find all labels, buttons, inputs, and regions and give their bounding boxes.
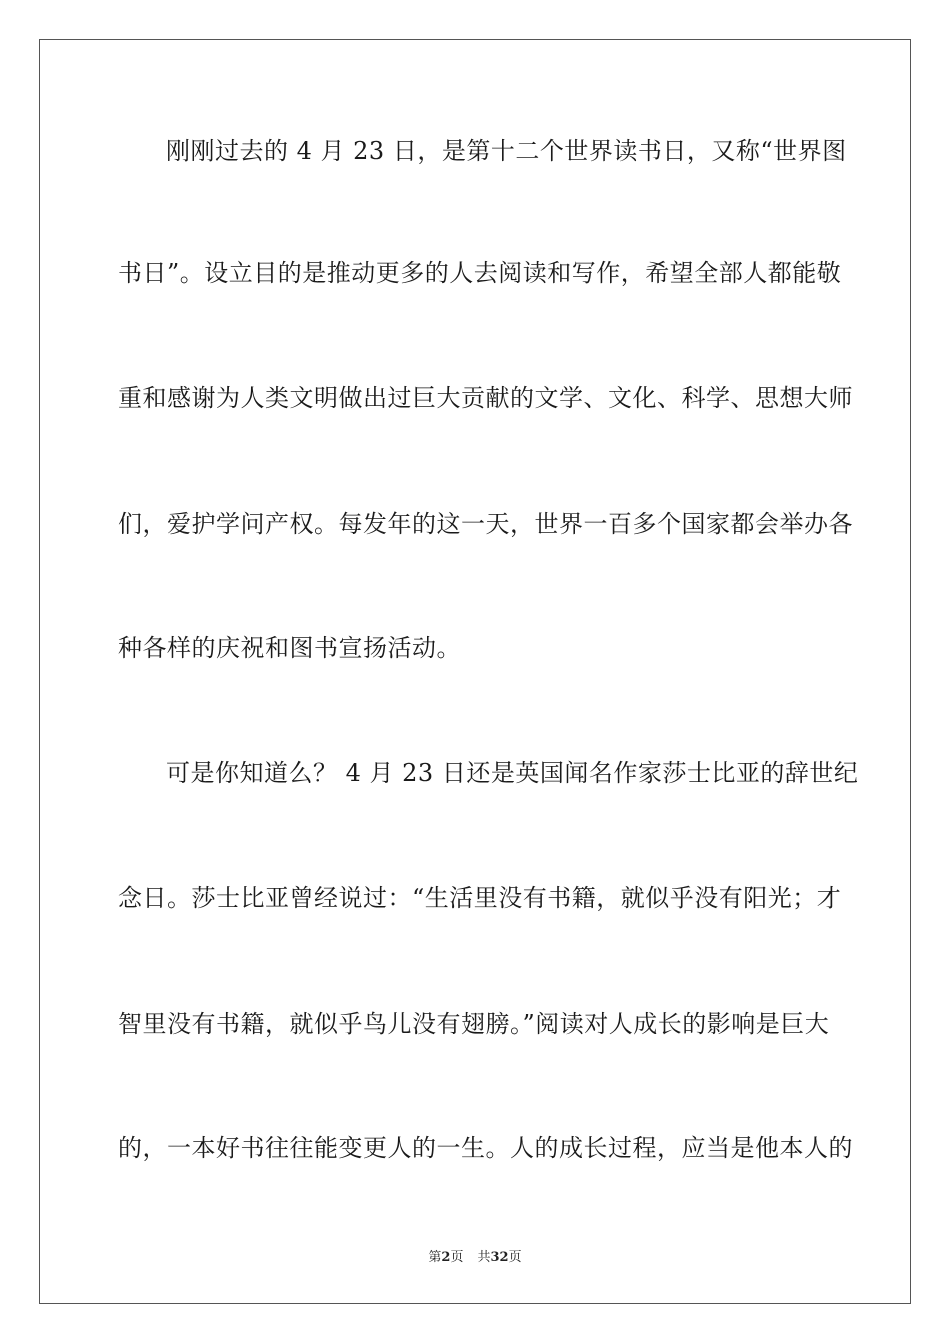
page-suffix: 页 <box>450 1250 464 1265</box>
text-line: 智里没有书籍，就似乎鸟儿没有翅膀。”阅读对人成长的影响是巨大 <box>118 1010 830 1038</box>
page-footer <box>0 1246 950 1265</box>
text-line: 念日。莎士比亚曾经说过：“生活里没有书籍，就似乎没有阳光；才 <box>118 884 842 912</box>
text-line: 们，爱护学问产权。每发年的这一天，世界一百多个国家都会举办各 <box>118 510 853 538</box>
total-pages: 32 <box>490 1250 509 1265</box>
page-number: 2 <box>441 1250 451 1265</box>
total-prefix: 共 <box>477 1250 491 1265</box>
text-line: 可是你知道么？ 4 月 23 日还是英国闻名作家莎士比亚的辞世纪 <box>166 759 859 787</box>
total-suffix: 页 <box>508 1250 522 1265</box>
text-line: 重和感谢为人类文明做出过巨大贡献的文学、文化、科学、思想大师 <box>118 384 853 412</box>
text-line: 的，一本好书往往能变更人的一生。人的成长过程，应当是他本人的 <box>118 1134 853 1162</box>
text-line: 种各样的庆祝和图书宣扬活动。 <box>118 634 461 662</box>
page-prefix: 第 <box>428 1250 442 1265</box>
page-border <box>39 39 911 1304</box>
text-line: 刚刚过去的 4 月 23 日，是第十二个世界读书日，又称“世界图 <box>166 137 847 165</box>
text-line: 书日”。设立目的是推动更多的人去阅读和写作，希望全部人都能敬 <box>118 259 842 287</box>
